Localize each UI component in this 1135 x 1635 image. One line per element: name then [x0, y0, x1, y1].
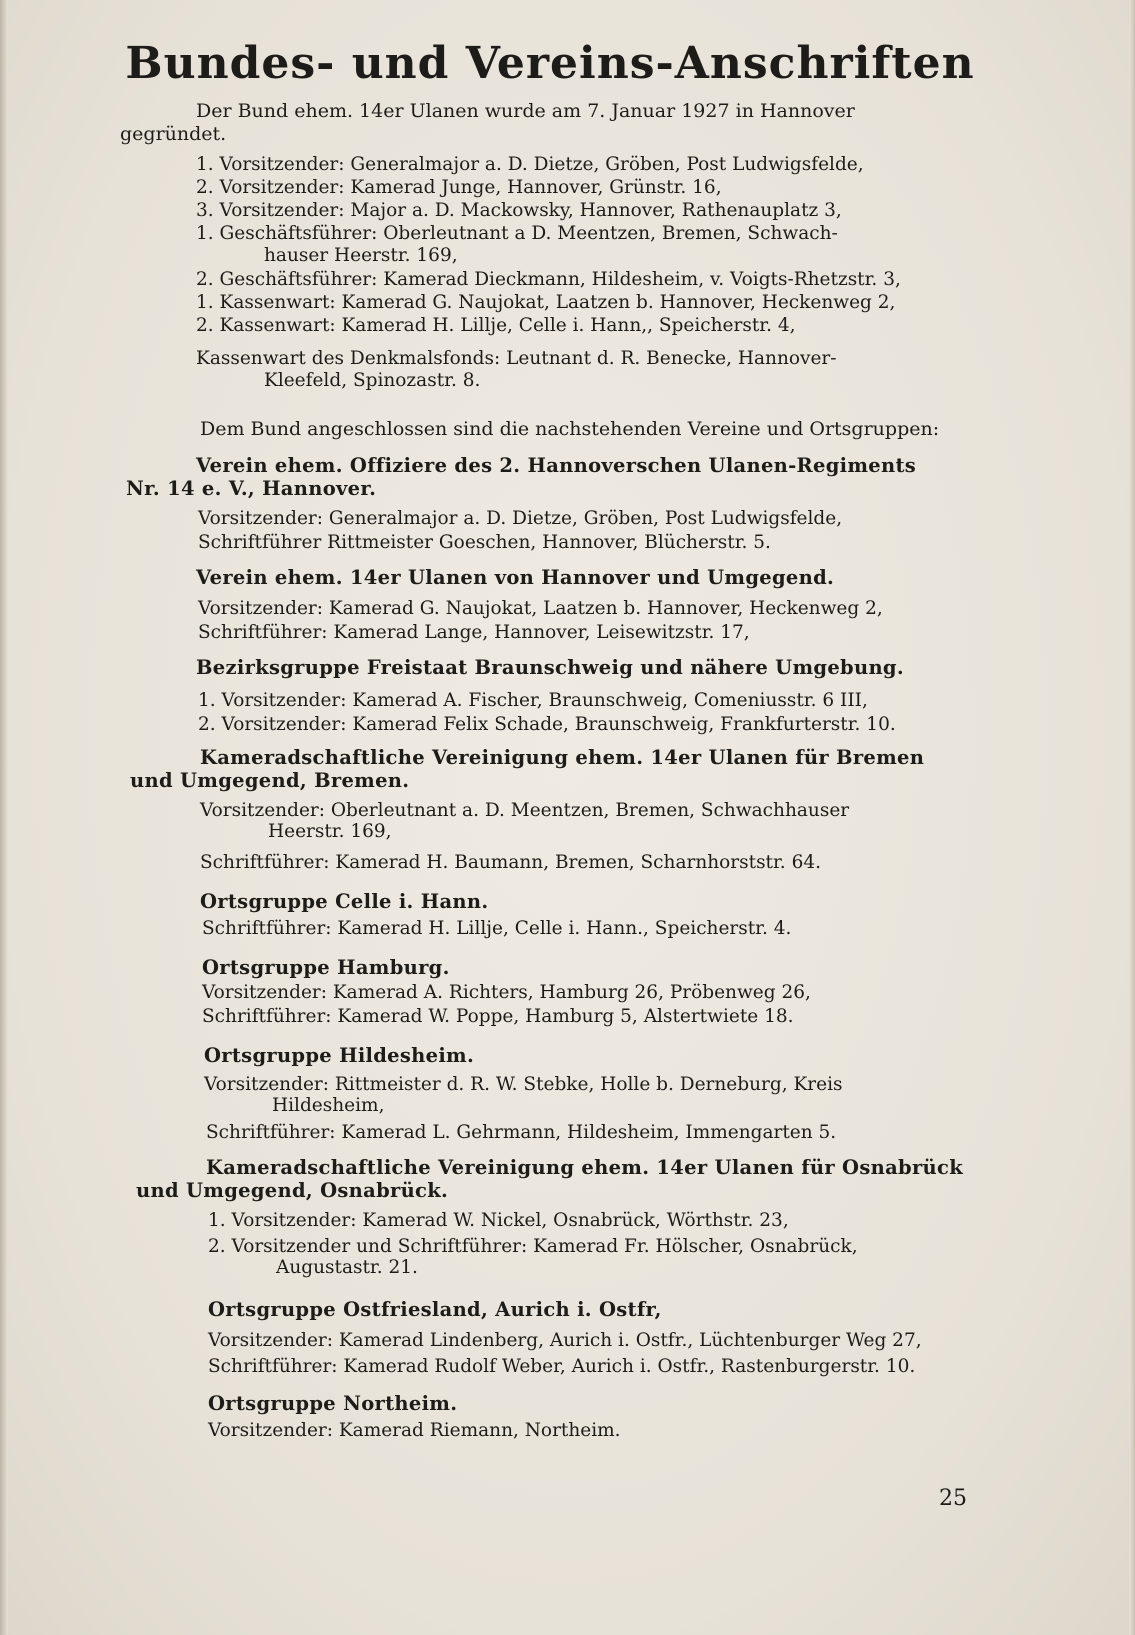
member-line: 2. Geschäftsführer: Kamerad Dieckmann, Hildesheim, v. Voigts-Rhetzstr. 3,: [196, 269, 901, 290]
member-line: 1. Geschäftsführer: Oberleutnant a D. Meentzen, Bremen, Schwach- hauser Heerstr. 169,: [196, 223, 838, 266]
intro-paragraph: [120, 100, 1000, 146]
group-heading: Ortsgruppe Ostfriesland, Aurich i. Ostfr,: [208, 1298, 662, 1321]
group-heading: Ortsgruppe Hildesheim.: [204, 1044, 475, 1067]
group-heading: Verein ehem. Offiziere des 2. Hannoverschen Ulanen-Regiments Nr. 14 e. V., Hannover.: [126, 454, 917, 500]
intro-line: Der Bund ehem. 14er Ulanen wurde am 7. Januar 1927 in Hannover: [196, 100, 855, 122]
group-entry: 2. Vorsitzender: Kamerad Felix Schade, Braunschweig, Frankfurterstr. 10.: [198, 714, 896, 735]
group-heading: Kameradschaftliche Vereinigung ehem. 14er Ulanen für Bremen und Umgegend, Bremen.: [130, 746, 925, 792]
group-entry: Vorsitzender: Oberleutnant a. D. Meentzen, Bremen, Schwachhauser Heerstr. 169,: [200, 800, 850, 842]
group-entry: Schriftführer: Kamerad L. Gehrmann, Hildesheim, Immengarten 5.: [206, 1122, 837, 1143]
page-edge-left: [0, 0, 8, 1635]
page-number: 25: [939, 1486, 967, 1511]
page-edge-right: [1129, 0, 1135, 1635]
member-line: 2. Kassenwart: Kamerad H. Lillje, Celle i. Hann,, Speicherstr. 4,: [196, 315, 796, 336]
group-entry: Schriftführer: Kamerad W. Poppe, Hamburg 5, Alstertwiete 18.: [202, 1006, 794, 1027]
intro-line-continued: gegründet.: [120, 123, 227, 145]
group-entry: Vorsitzender: Generalmajor a. D. Dietze, Gröben, Post Ludwigsfelde,: [198, 508, 843, 529]
member-line: 1. Vorsitzender: Generalmajor a. D. Dietze, Gröben, Post Ludwigsfelde,: [196, 154, 864, 175]
group-entry: Vorsitzender: Kamerad A. Richters, Hamburg 26, Pröbenweg 26,: [202, 982, 811, 1003]
group-entry: Vorsitzender: Kamerad G. Naujokat, Laatzen b. Hannover, Heckenweg 2,: [198, 598, 883, 619]
group-entry: Schriftführer: Kamerad Lange, Hannover, Leisewitzstr. 17,: [198, 622, 750, 643]
associated-groups-intro: Dem Bund angeschlossen sind die nachstehenden Vereine und Ortsgruppen:: [200, 418, 940, 440]
member-line: 2. Vorsitzender: Kamerad Junge, Hannover, Grünstr. 16,: [196, 177, 722, 198]
group-heading: Bezirksgruppe Freistaat Braunschweig und nähere Umgebung.: [196, 656, 904, 679]
group-heading: Kameradschaftliche Vereinigung ehem. 14er Ulanen für Osnabrück und Umgegend, Osnabrück.: [136, 1156, 963, 1202]
group-entry: Vorsitzender: Kamerad Lindenberg, Aurich i. Ostfr., Lüchtenburger Weg 27,: [208, 1330, 922, 1351]
group-entry: 1. Vorsitzender: Kamerad A. Fischer, Braunschweig, Comeniusstr. 6 III,: [198, 690, 868, 711]
group-heading: Ortsgruppe Hamburg.: [202, 956, 450, 979]
member-line: 1. Kassenwart: Kamerad G. Naujokat, Laatzen b. Hannover, Heckenweg 2,: [196, 292, 896, 313]
member-line: Kassenwart des Denkmalsfonds: Leutnant d. R. Benecke, Hannover- Kleefeld, Spinozastr. 8.: [196, 348, 837, 391]
group-entry: Schriftführer: Kamerad Rudolf Weber, Aurich i. Ostfr., Rastenburgerstr. 10.: [208, 1356, 916, 1377]
page-title: Bundes- und Vereins-Anschriften: [125, 38, 975, 89]
group-entry: 1. Vorsitzender: Kamerad W. Nickel, Osnabrück, Wörthstr. 23,: [208, 1210, 789, 1231]
member-line: 3. Vorsitzender: Major a. D. Mackowsky, Hannover, Rathenauplatz 3,: [196, 200, 842, 221]
group-entry: 2. Vorsitzender und Schriftführer: Kamerad Fr. Hölscher, Osnabrück, Augustastr. 21.: [208, 1236, 858, 1278]
group-entry: Schriftführer Rittmeister Goeschen, Hannover, Blücherstr. 5.: [198, 532, 771, 553]
group-entry: Schriftführer: Kamerad H. Lillje, Celle i. Hann., Speicherstr. 4.: [202, 918, 792, 939]
group-entry: Vorsitzender: Rittmeister d. R. W. Stebke, Holle b. Derneburg, Kreis Hildesheim,: [204, 1074, 843, 1116]
group-heading: Ortsgruppe Northeim.: [208, 1392, 458, 1415]
group-heading: Ortsgruppe Celle i. Hann.: [200, 890, 489, 913]
group-entry: Schriftführer: Kamerad H. Baumann, Bremen, Scharnhorststr. 64.: [200, 852, 821, 873]
group-heading: Verein ehem. 14er Ulanen von Hannover und Umgegend.: [196, 566, 835, 589]
group-entry: Vorsitzender: Kamerad Riemann, Northeim.: [208, 1420, 621, 1441]
